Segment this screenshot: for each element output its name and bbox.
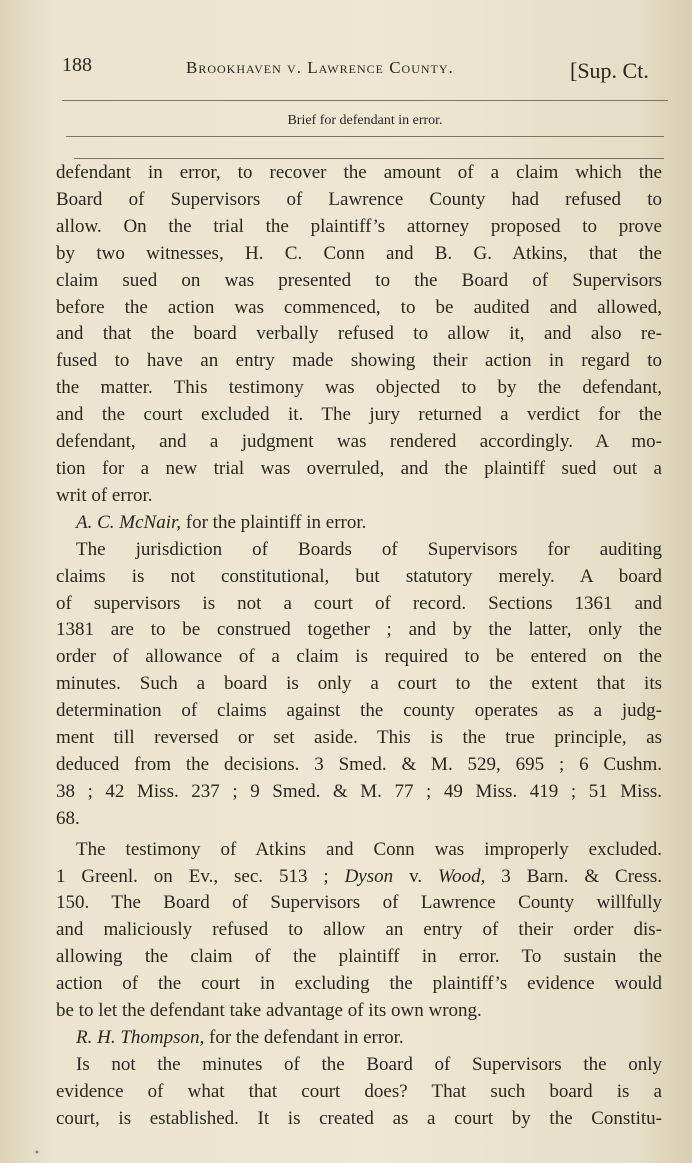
statement-paragraph — [56, 160, 662, 510]
text-line: allow. On the trial the plaintiff’s attorney proposed to prove — [56, 215, 662, 237]
text-line: Board of Supervisors of Lawrence County had refused to — [56, 188, 662, 210]
citation-text: , 3 Barn. & Cress. — [480, 865, 662, 887]
text-line: writ of error. — [56, 484, 153, 506]
defendant-counsel-name: R. H. Thompson, — [76, 1027, 205, 1048]
text-line: court, is established. It is created as a court by the Constitu- — [56, 1107, 662, 1129]
defendant-counsel-line — [56, 1025, 662, 1052]
citation-text: 1 Greenl. on Ev., sec. 513 ; — [56, 865, 345, 887]
text-line: claims is not constitutional, but statutory merely. A board — [56, 565, 662, 587]
subheading-rule-bottom — [74, 158, 664, 159]
page-number: 188 — [62, 54, 92, 76]
page-speck: • — [34, 1148, 40, 1159]
text-line: minutes. Such a board is only a court to the extent that its — [56, 673, 662, 695]
page-body — [56, 160, 662, 1133]
text-line — [56, 864, 662, 891]
text-line: order of allowance of a claim is required to be entered on the — [56, 646, 662, 668]
text-line: fused to have an entry made showing their action in regard to — [56, 350, 662, 372]
testimony-paragraph — [56, 837, 662, 1025]
text-line: 150. The Board of Supervisors of Lawrence County willfully — [56, 892, 662, 914]
defendant-argument — [56, 1052, 662, 1133]
plaintiff-counsel-line — [56, 510, 662, 537]
subheading-rule-top — [66, 136, 664, 137]
text-line: tion for a new trial was overruled, and the plaintiff sued out a — [56, 457, 662, 479]
text-line: deduced from the decisions. 3 Smed. & M. 529, 695 ; 6 Cushm. — [56, 753, 662, 775]
text-line: before the action was commenced, to be audited and allowed, — [56, 296, 662, 318]
defendant-counsel-role: for the defendant in error. — [204, 1027, 404, 1048]
header-rule — [62, 100, 668, 101]
running-title: Brookhaven v. Lawrence County. — [186, 58, 454, 77]
text-line: be to let the defendant take advantage of its own wrong. — [56, 1000, 482, 1022]
text-line: determination of claims against the county operates as a judg- — [56, 700, 662, 722]
text-line: of supervisors is not a court of record. Sections 1361 and — [56, 592, 662, 614]
text-line: ment till reversed or set aside. This is the true principle, as — [56, 727, 662, 749]
text-line: and the court excluded it. The jury returned a verdict for the — [56, 404, 662, 426]
plaintiff-argument — [56, 537, 662, 833]
page-header — [62, 54, 672, 94]
text-line: allowing the claim of the plaintiff in error. To sustain the — [56, 946, 662, 968]
text-line: action of the court in excluding the plaintiff’s evidence would — [56, 973, 662, 995]
text-line: defendant in error, to recover the amount of a claim which the — [56, 162, 662, 183]
text-line: The testimony of Atkins and Conn was improperly excluded. — [76, 838, 662, 860]
case-name-wood: Wood — [438, 865, 481, 887]
text-line: defendant, and a judgment was rendered accordingly. A mo- — [56, 431, 662, 453]
text-line: and that the board verbally refused to allow it, and also re- — [56, 323, 662, 345]
court-label: [Sup. Ct. — [570, 58, 649, 83]
plaintiff-counsel-role: for the plaintiff in error. — [181, 511, 367, 533]
text-line: 68. — [56, 807, 80, 829]
text-line: evidence of what that court does? That such board is a — [56, 1080, 662, 1102]
text-line: 38 ; 42 Miss. 237 ; 9 Smed. & M. 77 ; 49 Miss. 419 ; 51 Miss. — [56, 780, 662, 802]
text-line: and maliciously refused to allow an entry of their order dis- — [56, 919, 662, 941]
text-line: Is not the minutes of the Board of Supervisors the only — [76, 1053, 662, 1075]
brief-subheading: Brief for defendant in error. — [287, 113, 443, 128]
text-line: by two witnesses, H. C. Conn and B. G. Atkins, that the — [56, 242, 662, 264]
text-line: The jurisdiction of Boards of Supervisors for auditing — [76, 538, 662, 560]
plaintiff-counsel-name: A. C. McNair, — [76, 511, 182, 533]
case-name-dyson: Dyson — [344, 865, 394, 887]
text-line: 1381 are to be construed together ; and by the latter, only the — [56, 619, 662, 641]
case-versus: v. — [393, 865, 439, 887]
text-line: the matter. This testimony was objected to by the defendant, — [56, 377, 662, 399]
text-line: claim sued on was presented to the Board of Supervisors — [56, 269, 662, 291]
